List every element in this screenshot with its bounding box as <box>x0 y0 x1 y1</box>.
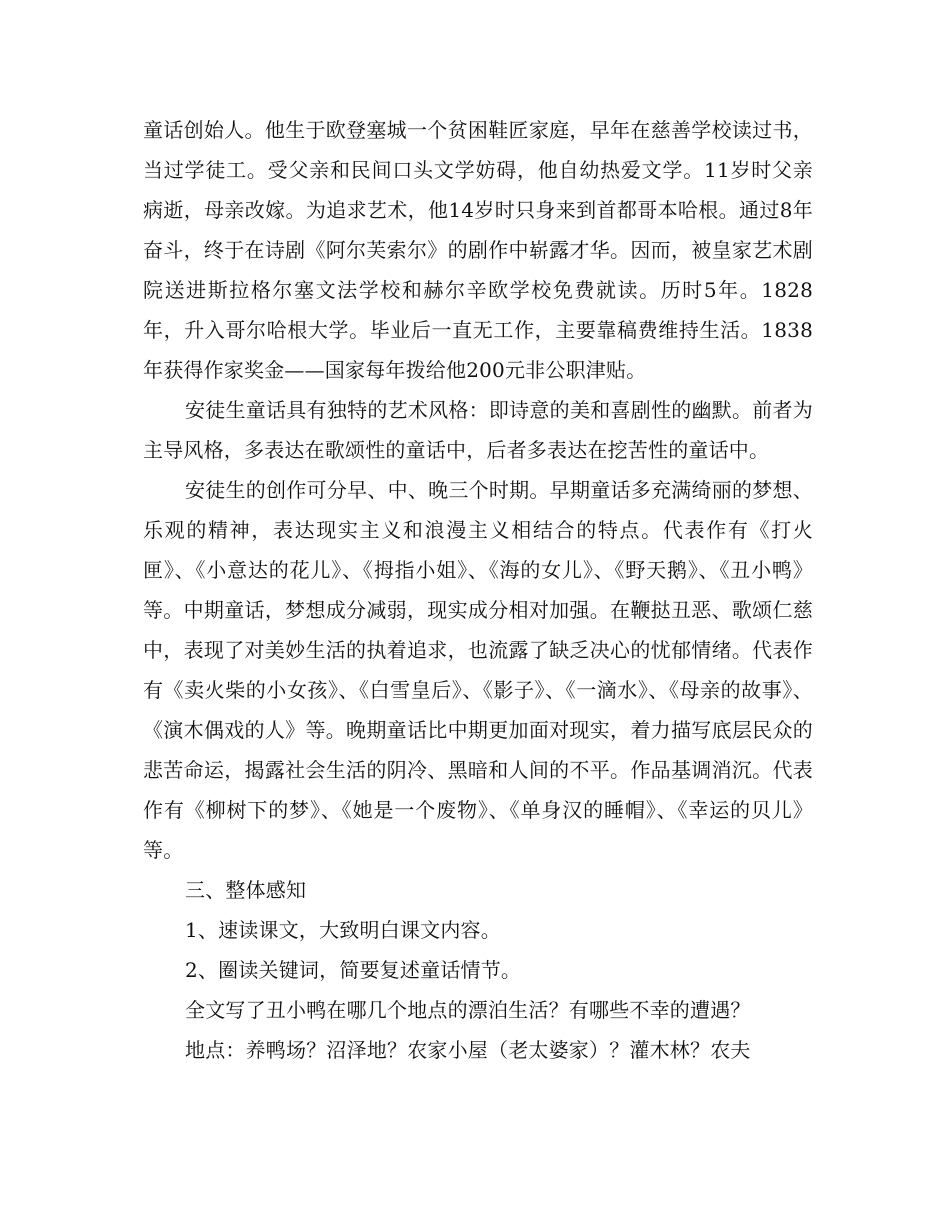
section-heading: 三、整体感知 <box>185 878 307 902</box>
step-item-1: 1、速读课文，大致明白课文内容。 <box>185 918 501 942</box>
paragraph-andersen-biography: 童话创始人。他生于欧登塞城一个贫困鞋匠家庭，早年在慈善学校读过书，当过学徒工。受父亲和民间口头文学妨碍，他自幼热爱文学。11岁时父亲病逝，母亲改嫁。为追求艺术，他14岁时只身来到首都哥本哈根。通过8年奋斗，终于在诗剧《阿尔芙索尔》的剧作中崭露才华。因而，被皇家艺术剧院送进斯拉格尔塞文法学校和赫尔辛欧学校免费就读。历时5年。1828年，升入哥尔哈根大学。毕业后一直无工作，主要靠稿费维持生活。1838年获得作家奖金——国家每年拨给他200元非公职津贴。 <box>143 118 813 382</box>
locations-text: 地点：养鸭场？沼泽地？农家小屋（老太婆家）？灌木林？农夫 <box>185 1038 751 1062</box>
step-item-2: 2、圈读关键词，简要复述童话情节。 <box>185 958 522 982</box>
document-body <box>143 110 813 1070</box>
paragraph-creative-periods: 安徒生的创作可分早、中、晚三个时期。早期童话多充满绮丽的梦想、乐观的精神，表达现实主义和浪漫主义相结合的特点。代表作有《打火匣》、《小意达的花儿》、《拇指小姐》、《海的女儿》、《野天鹅》、《丑小鸭》等。中期童话，梦想成分减弱，现实成分相对加强。在鞭挞丑恶、歌颂仁慈中，表现了对美妙生活的执着追求，也流露了缺乏决心的忧郁情绪。代表作有《卖火柴的小女孩》、《白雪皇后》、《影子》、《一滴水》、《母亲的故事》、《演木偶戏的人》等。晚期童话比中期更加面对现实，着力描写底层民众的悲苦命运，揭露社会生活的阴冷、黑暗和人间的不平。作品基调消沉。代表作有《柳树下的梦》、《她是一个废物》、《单身汉的睡帽》、《幸运的贝儿》等。 <box>143 478 813 862</box>
paragraph-art-style: 安徒生童话具有独特的艺术风格：即诗意的美和喜剧性的幽默。前者为主导风格，多表达在歌颂性的童话中，后者多表达在挖苦性的童话中。 <box>143 398 813 462</box>
question-text: 全文写了丑小鸭在哪几个地点的漂泊生活？有哪些不幸的遭遇？ <box>185 998 751 1022</box>
